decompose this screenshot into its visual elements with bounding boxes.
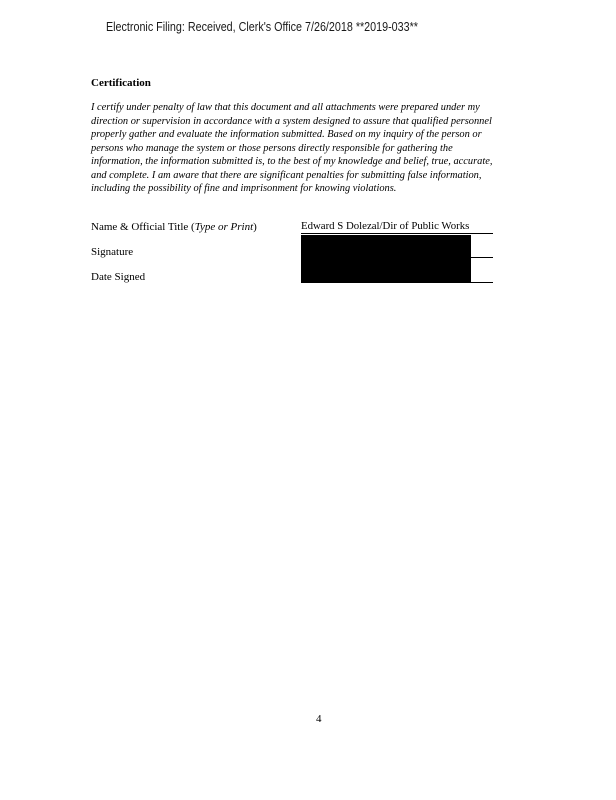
name-title-label-start: Name & Official Title ( xyxy=(91,221,195,233)
page-number: 4 xyxy=(316,713,322,725)
filing-stamp: Electronic Filing: Received, Clerk's Office 7/26/2018 **2019-033** xyxy=(106,20,418,34)
certification-statement: I certify under penalty of law that this document and all attachments were prepared under my direction or supervision in accordance with a system designed to assure that qualified personnel properly gather and evaluate the information submitted. Based on my inquiry of the person or persons who manage the system or those persons directly responsible for gathering the information, the information submitted is, to the best of my knowledge and belief, true, accurate, and complete. I am aware that there are significant penalties for submitting false information, including the possibility of fine and imprisonment for knowing violations. xyxy=(91,102,493,194)
name-title-label xyxy=(91,221,257,233)
name-title-value: Edward S Dolezal/Dir of Public Works xyxy=(301,220,493,234)
certification-heading: Certification xyxy=(91,77,151,89)
signature-label: Signature xyxy=(91,246,134,258)
redaction-box xyxy=(301,235,471,283)
date-signed-label: Date Signed xyxy=(91,271,146,283)
name-title-label-end: ) xyxy=(253,221,257,233)
name-title-label-italic: Type or Print xyxy=(194,221,254,233)
